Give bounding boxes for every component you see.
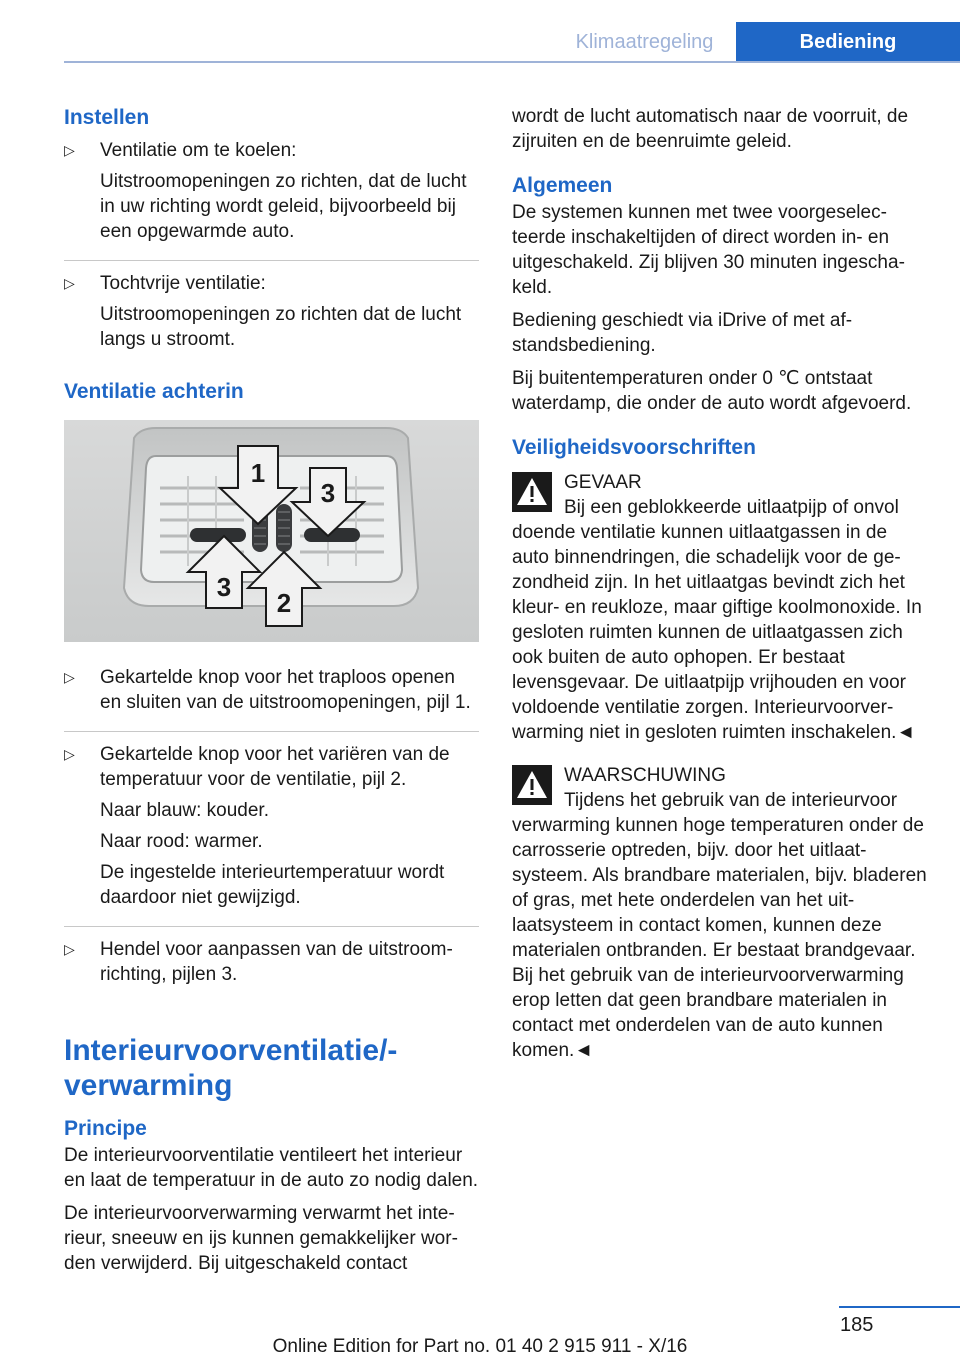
header-rule (64, 61, 960, 63)
notice-text: verwarming kunnen hoge temperaturen onder de carrosserie optreden, bijv. door het uitlaatsysteem. Als brandbare materialen, bijv. bladeren of gras, met hete onderdelen van het uitlaatsysteem in contact komen, kunnen deze materialen ontbranden. Er bestaat brandgevaar. Bij het gebruik van de interieurvoorverwarming erop letten dat geen brandbare materialen in contact met onderdelen van de auto kunnen komen.◄ (512, 815, 927, 1061)
warning-notice (512, 763, 927, 1063)
triangle-bullet-icon: ▷ (64, 941, 75, 957)
paragraph: wordt de lucht automatisch naar de voorruit, de zijruiten en de beenruimte geleid. (512, 106, 909, 152)
list-item (64, 271, 479, 368)
list-item-title: Ventilatie om te koelen: (100, 140, 297, 161)
notice-label: WAARSCHUWING (564, 765, 726, 786)
page-header (0, 0, 960, 64)
triangle-bullet-icon: ▷ (64, 142, 75, 158)
notice-label: GEVAAR (564, 472, 642, 493)
warning-triangle-icon (512, 765, 552, 805)
list-item-body: Gekartelde knop voor het traploos openen en sluiten van de uitstroomopeningen, pijl 1. (100, 667, 471, 713)
triangle-bullet-icon: ▷ (64, 275, 75, 291)
arrow-label-3-left: 3 (216, 572, 232, 602)
notice-text-continued (512, 520, 927, 745)
heading-interieurvoorventilatie: Interieurvoorventilatie/-verwarming (64, 1034, 398, 1102)
notice-text: doende ventilatie kunnen uitlaatgassen in de auto binnendringen, die schadelijk voor de gezondheid zijn. In het uitlaatgas bevindt zich het kleur- en reukloze, maar giftige koolmonoxide. In gesloten ruimten kunnen de uitlaatgassen zich ook buiten de auto ophopen. Er bestaat levensgevaar. De uitlaatpijp vrijhouden en voor voldoende ventilatie zorgen. Interieurvoorverwarming niet in gesloten ruimten inschakelen.◄ (512, 522, 922, 743)
danger-notice (512, 470, 927, 745)
heading-veiligheidsvoorschriften: Veiligheidsvoorschriften (512, 436, 756, 459)
list-item (64, 742, 479, 927)
left-column (64, 104, 479, 1284)
heading-algemeen: Algemeen (512, 174, 613, 197)
arrow-label-2: 2 (276, 588, 292, 618)
list-item (64, 138, 479, 261)
footer-rule (839, 1306, 960, 1308)
paragraph: De interieurvoorventilatie ventileert het interieur en laat de temperatuur in de auto zo nodig dalen. (64, 1145, 479, 1191)
notice-text-continued (512, 813, 927, 1063)
list-item-body: Hendel voor aanpassen van de uitstroomrichting, pijlen 3. (100, 939, 453, 985)
notice-text: Bij een geblokkeerde uitlaatpijp of onvol (564, 497, 899, 518)
right-column (512, 104, 927, 1063)
rear-vent-illustration (64, 420, 479, 642)
list-item-title: Tochtvrije ventilatie: (100, 273, 266, 294)
chapter-tab[interactable]: Klimaatregeling (575, 31, 714, 53)
paragraph: Bij buitentemperaturen onder 0 ℃ ontstaat waterdamp, die onder de auto wordt afgevoerd. (512, 368, 912, 414)
page-number: 185 (840, 1314, 874, 1336)
list-item-title: Gekartelde knop voor het variëren van de temperatuur voor de ventilatie, pijl 2. (100, 744, 450, 790)
heading-principe: Principe (64, 1117, 147, 1140)
arrow-label-1: 1 (250, 458, 266, 488)
list-item-body: Uitstroomopeningen zo richten dat de lucht langs u stroomt. (100, 304, 462, 350)
section-tab[interactable]: Bediening (736, 22, 960, 62)
edition-line: Online Edition for Part no. 01 40 2 915 911 - X/16 (272, 1336, 688, 1357)
list-item-body: Naar rood: warmer. (100, 831, 263, 852)
list-item-body: Uitstroomopeningen zo richten, dat de lucht in uw richting wordt geleid, bijvoorbeeld bij een opgewarmde auto. (100, 171, 467, 242)
heading-instellen: Instellen (64, 106, 150, 129)
triangle-bullet-icon: ▷ (64, 746, 75, 762)
list-item (64, 665, 479, 732)
list-item-body: Naar blauw: kouder. (100, 800, 269, 821)
list-item (64, 937, 479, 1003)
triangle-bullet-icon: ▷ (64, 669, 75, 685)
paragraph: De systemen kunnen met twee voorgeselecteerde inschakeltijden of direct worden in- en uitgeschakeld. Zij blijven 30 minuten ingeschakeld. (512, 202, 905, 298)
warning-triangle-icon (512, 472, 552, 512)
paragraph: De interieurvoorverwarming verwarmt het interieur, sneeuw en ijs kunnen gemakkelijker worden verwijderd. Bij uitgeschakeld contact (64, 1203, 458, 1274)
arrow-label-3-right: 3 (320, 478, 336, 508)
heading-ventilatie-achterin: Ventilatie achterin (64, 380, 244, 403)
paragraph: Bediening geschiedt via iDrive of met afstandsbediening. (512, 310, 853, 356)
list-item-body: De ingestelde interieurtemperatuur wordt daardoor niet gewijzigd. (100, 862, 445, 908)
notice-text: Tijdens het gebruik van de interieurvoor (564, 790, 898, 811)
